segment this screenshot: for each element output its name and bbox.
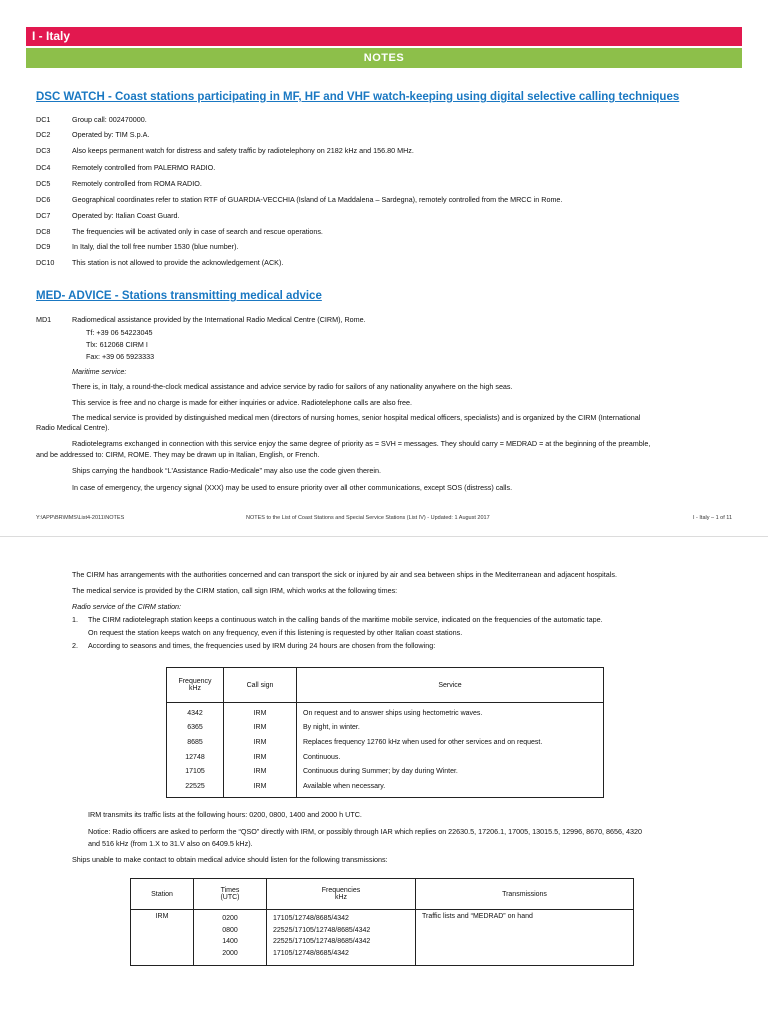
med-fax: Fax: +39 06 5923333	[86, 352, 155, 361]
dsc-note-text: Geographical coordinates refer to station RTF of GUARDIA-VECCHIA (Island of La Maddalena – Sardegna), remotely controlled from the MRCC in Rome.	[72, 195, 563, 204]
table-row	[167, 735, 604, 750]
dsc-code: DC1	[36, 115, 51, 124]
dsc-note-text: Remotely controlled from PALERMO RADIO.	[72, 163, 216, 172]
dsc-note-text: In Italy, dial the toll free number 1530 (blue number).	[72, 242, 239, 251]
table-row	[167, 721, 604, 736]
frequency-cell: 6365	[167, 721, 224, 736]
time-value: 2000	[222, 949, 238, 957]
service-cell: Continuous.	[297, 750, 604, 765]
callsign-cell: IRM	[224, 764, 297, 779]
callsign-cell: IRM	[224, 735, 297, 750]
med-paragraph-3a: The medical service is provided by distinguished medical men (directors of nursing homes, senior hospital medical officers, specialists) and is organized by the CIRM (International	[72, 413, 641, 422]
list-item-1a: The CIRM radiotelegraph station keeps a continuous watch in the calling bands of the maritime mobile service, indicated on the frequencies of the automatic tape.	[88, 615, 603, 624]
callsign-column-header: Call sign	[224, 668, 297, 703]
frequency-cell: 17105	[167, 764, 224, 779]
dsc-code: DC7	[36, 211, 51, 220]
med-paragraph-4b: and be addressed to: CIRM, ROME. They may be drawn up in Italian, English, or French.	[36, 450, 320, 459]
frequency-set: 22525/17105/12748/8685/4342	[273, 926, 371, 934]
dsc-code: DC5	[36, 179, 51, 188]
notice-paragraph-a: Notice: Radio officers are asked to perform the “QSO” directly with IRM, or possibly through IAR which replies on 22630.5, 17206.1, 17005, 13015.5, 12996, 8670, 8656, 4320	[88, 827, 643, 836]
med-paragraph-3b: Radio Medical Centre).	[36, 423, 110, 432]
med-paragraph-6: In case of emergency, the urgency signal (XXX) may be used to ensure priority over all other communications, except SOS (distress) calls.	[72, 483, 513, 492]
times-column-header: Times (UTC)	[194, 879, 267, 910]
service-cell: Available when necessary.	[297, 779, 604, 797]
maritime-service-label: Maritime service:	[72, 367, 127, 376]
table-row	[167, 764, 604, 779]
time-value: 1400	[222, 938, 238, 945]
frequency-cell: 4342	[167, 703, 224, 721]
callsign-cell: IRM	[224, 750, 297, 765]
dsc-note-text: Group call: 002470000.	[72, 115, 147, 124]
dsc-code: DC9	[36, 242, 51, 251]
time-value: 0800	[222, 926, 238, 934]
footer-path: Y:\APP\BR\MMS\List4-2011\NOTES	[36, 515, 125, 521]
dsc-note-text: Operated by: Italian Coast Guard.	[72, 211, 180, 220]
radio-service-label: Radio service of the CIRM station:	[72, 602, 182, 611]
list-number-1: 1.	[72, 615, 78, 624]
transmissions-cell: Traffic lists and “MEDRAD” on hand	[416, 910, 634, 966]
table-row	[131, 910, 634, 966]
med-paragraph-1: There is, in Italy, a round-the-clock medical assistance and advice service by radio for sailors of any nationality anywhere on the high seas.	[72, 382, 513, 391]
frequency-table-body	[167, 703, 604, 798]
list-item-1b: On request the station keeps watch on any frequency, even if this listening is requested by other Italian coast stations.	[88, 628, 463, 637]
dsc-code: DC6	[36, 195, 51, 204]
dsc-note-text: The frequencies will be activated only in case of search and rescue operations.	[72, 227, 323, 236]
dsc-note-text: Also keeps permanent watch for distress and safety traffic by radiotelephony on 2182 kHz and 156.80 MHz.	[72, 146, 414, 155]
frequency-column-header: Frequency kHz	[167, 668, 224, 703]
dsc-code: DC2	[36, 130, 51, 139]
callsign-cell: IRM	[224, 721, 297, 736]
frequency-table	[166, 667, 604, 798]
dsc-code: DC3	[36, 146, 51, 155]
table-row	[167, 703, 604, 721]
dsc-code: DC8	[36, 227, 51, 236]
transmissions-column-header: Transmissions	[416, 879, 634, 910]
callsign-cell: IRM	[224, 779, 297, 797]
footer-title: NOTES to the List of Coast Stations and Special Service Stations (List IV) - Updated: 1 August 2017	[246, 515, 490, 521]
station-cell: IRM	[131, 910, 194, 966]
dsc-section-title: DSC WATCH - Coast stations participating in MF, HF and VHF watch-keeping using digital selective calling techniques	[36, 91, 680, 103]
frequency-set: 17105/12748/8685/4342	[273, 949, 349, 957]
frequencies-column-header: Frequencies kHz	[267, 879, 416, 910]
service-cell: On request and to answer ships using hectometric waves.	[297, 703, 604, 721]
times-cell	[194, 910, 267, 966]
footer-page: I - Italy – 1 of 11	[692, 515, 732, 521]
dsc-code: DC10	[36, 258, 55, 267]
med-intro: Radiomedical assistance provided by the International Radio Medical Centre (CIRM), Rome.	[72, 315, 366, 324]
table-row	[167, 750, 604, 765]
callsign-cell: IRM	[224, 703, 297, 721]
service-cell: Replaces frequency 12760 kHz when used for other services and on request.	[297, 735, 604, 750]
dsc-note-text: This station is not allowed to provide the acknowledgement (ACK).	[72, 258, 284, 267]
frequency-cell: 12748	[167, 750, 224, 765]
time-value: 0200	[222, 915, 238, 922]
page-divider	[0, 536, 768, 537]
med-paragraph-2: This service is free and no charge is made for either inquiries or advice. Radiotelephone calls are also free.	[72, 398, 412, 407]
transmission-table	[130, 878, 634, 966]
cirm-paragraph-2: The medical service is provided by the CIRM station, call sign IRM, which works at the following times:	[72, 586, 398, 595]
dsc-code: DC4	[36, 163, 51, 172]
notice-paragraph-b: and 516 kHz (from 1.X to 31.V also on 6409.5 kHz).	[88, 839, 253, 848]
list-item-2: According to seasons and times, the frequencies used by IRM during 24 hours are chosen from the following:	[88, 641, 436, 650]
med-telex: Tlx: 612068 CIRM I	[86, 340, 148, 349]
listen-paragraph: Ships unable to make contact to obtain medical advice should listen for the following transmissions:	[72, 855, 388, 864]
country-banner: I - Italy	[26, 27, 742, 46]
med-code: MD1	[36, 315, 52, 324]
dsc-note-text: Remotely controlled from ROMA RADIO.	[72, 179, 202, 188]
table-row	[167, 779, 604, 797]
service-cell: Continuous during Summer; by day during Winter.	[297, 764, 604, 779]
traffic-list-hours: IRM transmits its traffic lists at the following hours: 0200, 0800, 1400 and 2000 h UTC.	[88, 810, 362, 819]
frequencies-cell	[267, 910, 416, 966]
cirm-paragraph-1: The CIRM has arrangements with the authorities concerned and can transport the sick or injured by air and sea between ships in the Mediterranean and adjacent hospitals.	[72, 570, 617, 579]
med-section-title: MED- ADVICE - Stations transmitting medical advice	[36, 290, 322, 302]
med-paragraph-5: Ships carrying the handbook “L'Assistance Radio-Medicale” may also use the code given therein.	[72, 466, 382, 475]
frequency-set: 22525/17105/12748/8685/4342	[273, 938, 371, 945]
service-cell: By night, in winter.	[297, 721, 604, 736]
med-phone: Tf: +39 06 54223045	[86, 328, 153, 337]
frequency-cell: 22525	[167, 779, 224, 797]
frequency-cell: 8685	[167, 735, 224, 750]
frequency-set: 17105/12748/8685/4342	[273, 915, 349, 922]
list-number-2: 2.	[72, 641, 78, 650]
dsc-note-text: Operated by: TIM S.p.A.	[72, 130, 150, 139]
service-column-header: Service	[297, 668, 604, 703]
station-column-header: Station	[131, 879, 194, 910]
notes-banner: NOTES	[26, 48, 742, 68]
med-paragraph-4a: Radiotelegrams exchanged in connection with this service enjoy the same degree of priority as = SVH = messages. They should carry = MEDRAD = at the beginning of the preamble,	[72, 439, 651, 448]
